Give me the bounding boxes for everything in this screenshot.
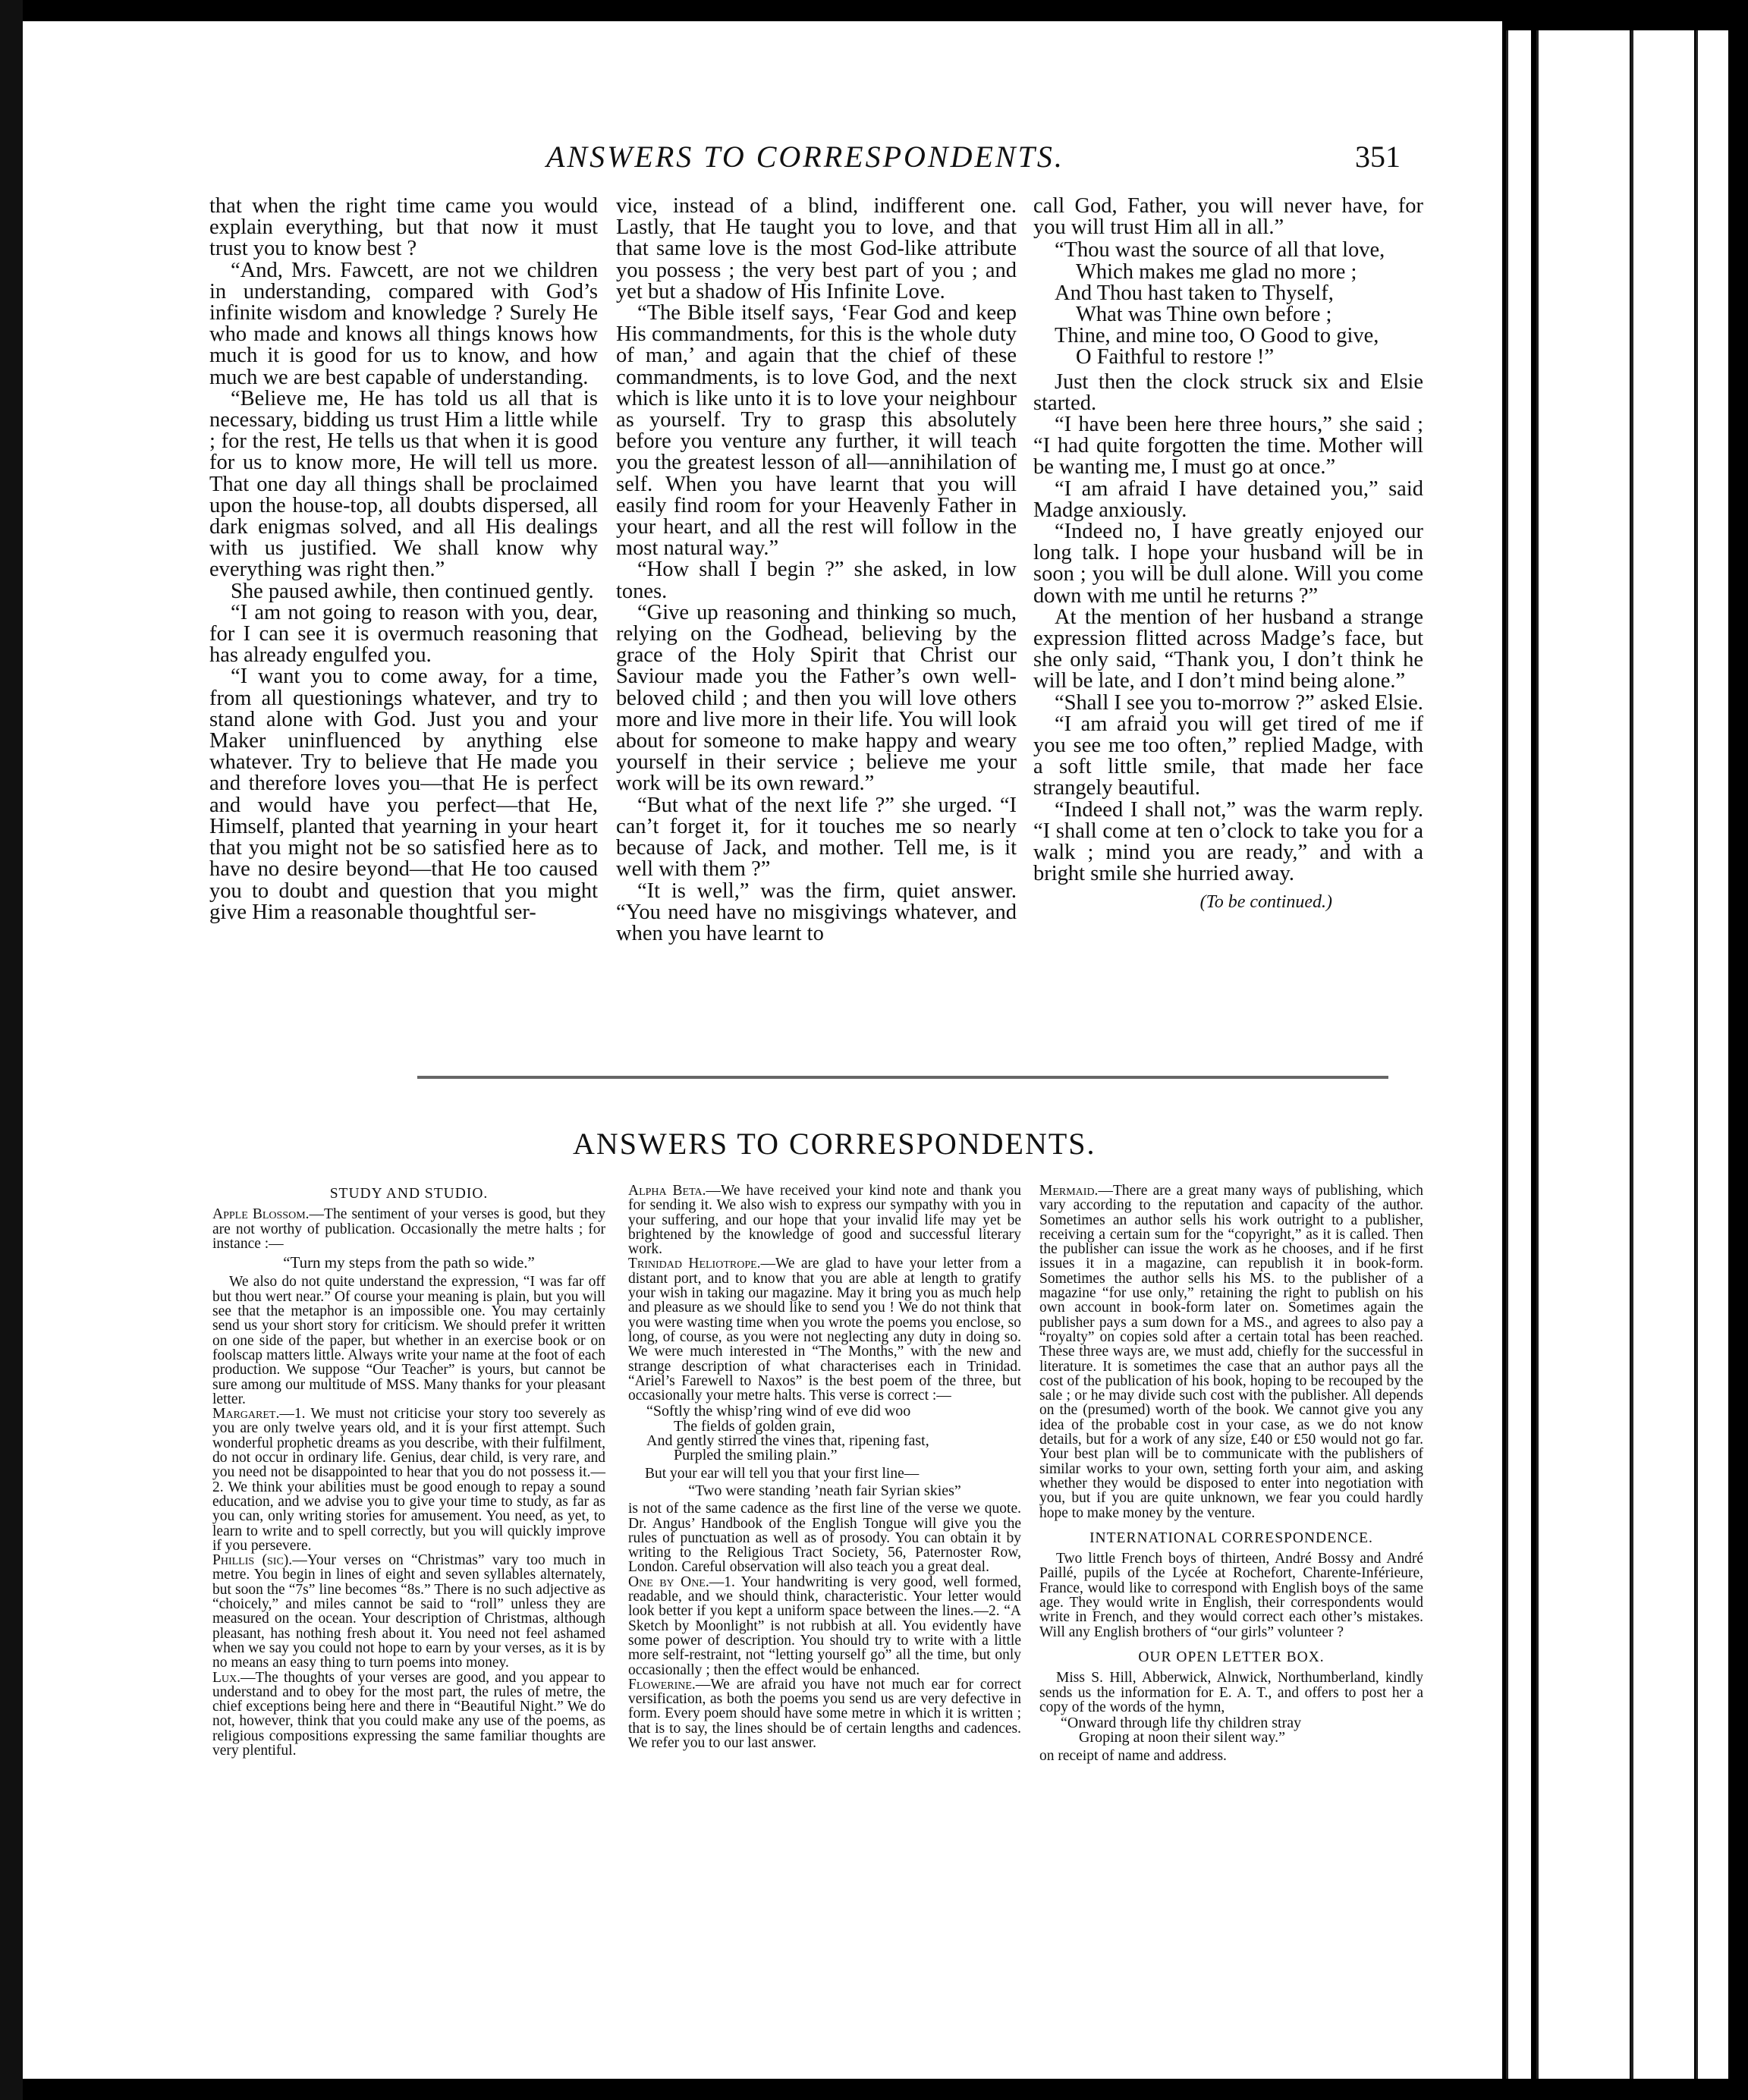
answer-text: —1. We must not criticise your story too severely as you are only twelve years old, and it is your first attempt. Such wonderful prophetic dreams as you describe, with their fulfilment, do not occur in ordinary life. Genius, dear child, is very rare, and you need not be disappointed to hear that you do not possess it.—2. We think your abilities must be good enough to repay a sound education, and we advise you to give your time to study, as far as you can, only writing stories for amusement. You need, as yet, to learn to write and to spell correctly, but you will quickly improve if you persevere. — [212, 1406, 605, 1554]
answer-margaret — [212, 1407, 605, 1553]
book-leaf — [1536, 30, 1630, 2079]
answer-one-by-one — [628, 1575, 1021, 1677]
verse-line: Purpled the smiling plain.” — [674, 1447, 838, 1464]
answers-column-3 — [1039, 1184, 1423, 1763]
paragraph: But your ear will tell you that your first line— — [645, 1465, 920, 1482]
paragraph: on receipt of name and address. — [1039, 1747, 1227, 1764]
paragraph: “I am afraid you will get tired of me if you see me too often,” replied Madge, with a soft little smile, that made her face strangely beautiful. — [1033, 712, 1423, 800]
paragraph: “I am afraid I have detained you,” said Madge anxiously. — [1033, 476, 1423, 522]
verse-line: Thine, and mine too, O Good to give, — [1055, 324, 1379, 348]
paragraph: “Indeed no, I have greatly enjoyed our long talk. I hope your husband will be in soon ; you will be dull alone. Will you come down with me until he returns ?” — [1033, 520, 1423, 608]
running-title: ANSWERS TO CORRESPONDENTS. — [546, 140, 1064, 174]
verse-line: Which makes me glad no more ; — [1076, 259, 1357, 284]
book-leaf — [1506, 30, 1531, 2079]
paragraph: “I have been here three hours,” she said ; “I had quite forgotten the time. Mother will be wanting me, I must go at once.” — [1033, 413, 1423, 479]
paragraph: “Indeed I shall not,” was the warm reply. “I shall come at ten o’clock to take you for a walk ; mind you are ready,” and with a bright smile she hurried away. — [1033, 797, 1423, 886]
answer-apple-blossom — [212, 1207, 605, 1251]
paragraph: Two little French boys of thirteen, André Bossy and André Paillé, pupils of the Lycée at Rochefort, Charente-Inférieure, France, would like to correspond with English boys of the same age. They would write in English, their correspondents would write in French, and they would correct each other’s mistakes. Will any English brothers of “our girls” volunteer ? — [1039, 1551, 1423, 1640]
answer-mermaid — [1039, 1184, 1423, 1520]
answer-trinidad-heliotrope — [628, 1256, 1021, 1403]
paragraph: “But what of the next life ?” she urged. “I can’t forget it, for it touches me so nearly because of Jack, and mother. Tell me, is it well with them ?” — [616, 793, 1017, 882]
answer-text: —We are afraid you have not much ear for correct versification, as both the poems you send us are very defective in form. Every poem should have some metre in which it is written ; that is to say, the lines should be of certain lengths and cadences. We refer you to our last answer. — [628, 1676, 1021, 1751]
answer-text: —We are glad to have your letter from a distant port, and to know that you are able at length to gratify your wish in taking our magazine. May it bring you as much help and pleasure as we should like to send you ! We do not think that you were wasting time when you wrote the poems you enclose, so long, of course, as you were not neglecting any duty in doing so. We were much interested in “The Months,” with the new and strange description of what characterises each in Trinidad. “Ariel’s Farewell to Naxos” is the best poem of the three, but occasionally your metre halts. This verse is correct :— — [628, 1256, 1021, 1404]
paragraph: call God, Father, you will never have, for you will trust Him all in all.” — [1033, 194, 1423, 240]
verse-line: O Faithful to restore !” — [1076, 345, 1275, 369]
page-number: 351 — [1355, 140, 1401, 174]
paragraph: “Give up reasoning and thinking so much, relying on the Godhead, believing by the grace of the Holy Spirit that Christ our Saviour made you the Father’s own well-beloved child ; and then you will love others more and live more in their life. You will look about for someone to make happy and weary yourself in their service ; believe me your work will be its own reward.” — [616, 600, 1017, 796]
paragraph: She paused awhile, then continued gently. — [231, 579, 594, 603]
paragraph: that when the right time came you would explain everything, but that now it must trust you to know best ? — [209, 194, 598, 261]
answer-text: —The sentiment of your verses is good, but they are not worthy of publication. Occasionally the metre halts ; for instance :— — [212, 1206, 605, 1252]
answer-alpha-beta — [628, 1184, 1021, 1256]
verse-line: And gently stirred the vines that, ripening fast, — [646, 1432, 929, 1450]
paragraph: “I am not going to reason with you, dear, for I can see it is overmuch reasoning that has already engulfed you. — [209, 600, 598, 668]
correspondent-name: Alpha Beta. — [628, 1183, 706, 1199]
story-column-3 — [1033, 196, 1423, 913]
paragraph: “And, Mrs. Fawcett, are not we children in understanding, compared with God’s infinite wisdom and knowledge ? Surely He who made and knows all things knows how much it is good for us to know, and how much we are best capable of understanding. — [209, 258, 598, 389]
answer-text: —The thoughts of your verses are good, and you appear to understand and to obey for the most part, the rules of metre, the chief exceptions being here and there in “Beautiful Night.” We do not, however, think that you could make any use of the poems, as religious compositions expressing the same familiar thoughts are very plentiful. — [212, 1669, 605, 1759]
verse-line: “Softly the whisp’ring wind of eve did woo — [646, 1403, 911, 1420]
book-leaf — [1631, 30, 1694, 2079]
story-column-1 — [209, 196, 598, 923]
correspondent-name: Margaret. — [212, 1406, 280, 1423]
verse-line: What was Thine own before ; — [1076, 303, 1332, 327]
answer-lux — [212, 1671, 605, 1759]
answer-text: —There are a great many ways of publishing, which vary according to the reputation and capacity of the author. Sometimes an author sells his work outright to a publisher, receiving a certain sum for the “copyright,” as it is called. Then the publisher can issue the work as he chooses, and if he first issues it in a magazine, can republish it in book-form. Sometimes the author sells his MS. to the publisher of a magazine “for use only,” retaining the right to publish on his own account in book-form later on. Sometimes again the publisher pays a sum down for a MS., and agrees to also pay a “royalty” on copies sold after a certain total has been reached. These three ways are, we must add, chiefly for the successful in literature. It is sometimes the case that an author pays all the cost of the publication of his book, hoping to be recouped by the sale ; or he may divide such cost with the publisher. All depends on the (presumed) worth of the book. We cannot give you any idea of the probable cost in your case, as we do not know details, but for a work of any size, £40 or £50 would not go far. Your best plan will be to communicate with the publishers of similar works to your own, setting forth your aim, and asking whether they would be disposed to enter into negotiation with you, but if you are quite unknown, we fear you could hardly hope to make money by the venture. — [1039, 1183, 1423, 1521]
correspondent-name: Lux. — [212, 1669, 241, 1686]
paragraph: At the mention of her husband a strange expression flitted across Madge’s face, but she only said, “Thank you, I don’t think he will be late, and I don’t mind being alone.” — [1033, 605, 1423, 693]
verse — [1039, 1716, 1423, 1746]
verse-line: Groping at noon their silent way.” — [1079, 1729, 1285, 1746]
study-studio-subheading: STUDY AND STUDIO. — [329, 1186, 489, 1202]
to-be-continued: (To be continued.) — [1199, 891, 1332, 912]
section-rule — [417, 1076, 1388, 1079]
correspondent-name: Trinidad Heliotrope. — [628, 1256, 761, 1272]
paragraph: vice, instead of a blind, indifferent one. Lastly, that He taught you to love, and that that same love is the most God-like attribute you possess ; the very best part of you ; and yet but a shadow of His Infinite Love. — [616, 194, 1017, 303]
paragraph: “The Bible itself says, ‘Fear God and keep His commandments, for this is the whole duty of man,’ and again that the chief of these commandments, is to love God, and the next which is like unto it is to love your neighbour as yourself. Try to grasp this absolutely before you venture any further, it will teach you the greatest lesson of all—annihilation of self. When you have learnt that you will easily find room for your Heavenly Father in your heart, and all the rest will follow in the most natural way.” — [616, 301, 1017, 561]
verse-line: And Thou hast taken to Thyself, — [1055, 281, 1334, 305]
answer-phillis — [212, 1553, 605, 1670]
paragraph: “Shall I see you to-morrow ?” asked Elsie. — [1055, 690, 1423, 715]
paragraph: is not of the same cadence as the first line of the verse we quote. Dr. Angus’ Handbook of the English Tongue will give you the rules of punctuation as well as of prosody. You can obtain it by writing to the Religious Tract Society, 56, Paternoster Row, London. Careful observation will also teach you a great deal. — [628, 1501, 1021, 1576]
paragraph: “I want you to come away, for a time, from all questionings whatever, and try to stand alone with God. Just you and your Maker uninfluenced by anything else whatever. Try to believe that He made you and therefore loves you—that He is perfect and would have you perfect—that He, Himself, planted that yearning in your heart that you might not be so satisfied here as to have no desire beyond—that He too caused you to doubt and question that you might give Him a reasonable thoughtful ser- — [209, 665, 598, 924]
answers-column-1 — [212, 1184, 605, 1758]
correspondent-name: Mermaid. — [1039, 1183, 1099, 1199]
quoted-line: “Two were standing ’neath fair Syrian skies” — [688, 1482, 961, 1499]
verse-line: The fields of golden grain, — [674, 1417, 835, 1435]
story-column-2 — [616, 196, 1017, 945]
correspondent-name: Apple Blossom. — [212, 1206, 310, 1223]
verse-line: “Onward through life thy children stray — [1061, 1715, 1302, 1732]
answers-heading: ANSWERS TO CORRESPONDENTS. — [573, 1127, 1096, 1161]
international-subheading: INTERNATIONAL CORRESPONDENCE. — [1089, 1529, 1373, 1546]
answer-text: —1. Your handwriting is very good, well formed, readable, and we should think, characteristic. Your letter would look better if you kept a uniform space between the lines.—2. “A Sketch by Moonlight” is not rubbish at all. You evidently have some power of description. You should try to write with a little more self-restraint, not “letting yourself go” all the time, but only occasionally ; then the effect would be enhanced. — [628, 1573, 1021, 1678]
correspondent-name: Phillis (sic). — [212, 1552, 293, 1569]
answer-text: —Your verses on “Christmas” vary too much in metre. You begin in lines of eight and seven syllables alternately, but soon the “7s” line becomes “8s.” There is no such adjective as “choicely,” and miles cannot be said to “roll” unless they are measured on the ocean. Your description of Christmas, although pleasant, has nothing fresh about it. You need not feel ashamed when we say you could not hope to earn by your verses, as it is by no means an easy thing to turn poems into money. — [212, 1552, 605, 1671]
correspondent-name: Flowerine. — [628, 1676, 696, 1693]
verse-line: “Thou wast the source of all that love, — [1055, 238, 1385, 262]
letter-box-subheading: OUR OPEN LETTER BOX. — [1138, 1649, 1325, 1665]
paragraph: “How shall I begin ?” she asked, in low tones. — [616, 558, 1017, 603]
page-edge-left — [0, 0, 23, 2100]
verse — [1033, 240, 1423, 368]
quoted-line: “Turn my steps from the path so wide.” — [283, 1253, 535, 1272]
answer-text: —We have received your kind note and thank you for sending it. We also wish to express our sympathy with you in your suffering, and our hope that your invalid life may yet be brightened by the knowledge of good and successful literary work. — [628, 1183, 1021, 1258]
verse — [628, 1404, 1021, 1463]
answers-column-2 — [628, 1184, 1021, 1750]
paragraph: We also do not quite understand the expression, “I was far off but thou wert near.” Of course your meaning is plain, but you will see that the metaphor is an impossible one. You may certainly send us your short story for criticism. We should prefer it written on one side of the paper, but whether in an exercise book or on foolscap matters little. Always write your name at the foot of each production. We suppose “Our Teacher” is yours, but cannot be sure among our multitude of MSS. Many thanks for your pleasant letter. — [212, 1274, 605, 1407]
paragraph: “It is well,” was the firm, quiet answer. “You need have no misgivings whatever, and when you have learnt to — [616, 879, 1017, 945]
book-leaf — [1696, 30, 1728, 2079]
correspondent-name: One by One. — [628, 1573, 709, 1590]
answer-flowerine — [628, 1677, 1021, 1750]
paragraph: “Believe me, He has told us all that is necessary, bidding us trust Him a little while ; for the rest, He tells us that when it is good for us to know more, He will tell us more. That one day all things shall be proclaimed upon the house-top, all doubts dispersed, all dark enigmas solved, and all His dealings with us justified. We shall know why everything was right then.” — [209, 386, 598, 582]
paragraph: Just then the clock struck six and Elsie started. — [1033, 369, 1423, 415]
paragraph: Miss S. Hill, Abberwick, Alnwick, Northumberland, kindly sends us the information for E. A. T., and offers to post her a copy of the words of the hymn, — [1039, 1670, 1423, 1715]
